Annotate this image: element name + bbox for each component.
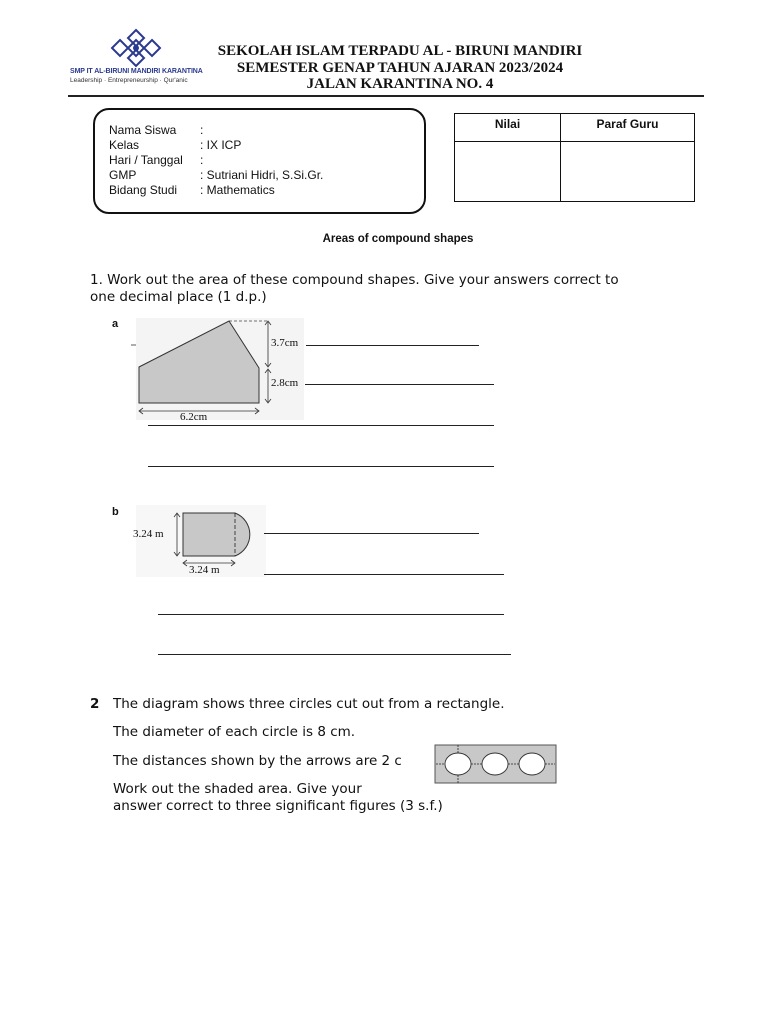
score-header-nilai: Nilai (455, 114, 561, 142)
q2-line3: The distances shown by the arrows are 2 c (113, 753, 402, 769)
q1b-label: b (112, 506, 119, 518)
q1b-answer-line[interactable] (264, 533, 479, 534)
q1a-answer-line[interactable] (305, 384, 494, 385)
worksheet-title: Areas of compound shapes (322, 233, 474, 245)
info-value: : Sutriani Hidri, S.Si.Gr. (200, 168, 324, 182)
q1a-answer-line[interactable] (148, 466, 494, 467)
info-value: : (200, 153, 204, 167)
q1a-dim-bottom: 6.2cm (180, 411, 208, 423)
q2-line5: answer correct to three significant figures (3 s.f.) (113, 798, 443, 814)
info-value: : (200, 123, 204, 137)
school-address: JALAN KARANTINA NO. 4 (306, 76, 494, 92)
info-label: Bidang Studi (109, 183, 178, 197)
header-divider (68, 95, 704, 97)
q2-line1: The diagram shows three circles cut out from a rectangle. (113, 696, 505, 712)
q2-number: 2 (90, 696, 100, 712)
school-name: SEKOLAH ISLAM TERPADU AL - BIRUNI MANDIRI (217, 43, 583, 59)
q1b-dim-bottom: 3.24 m (189, 564, 220, 576)
q1a-dim-side: 2.8cm (271, 377, 299, 389)
q1a-compound-shape-figure (126, 318, 306, 426)
info-label: Hari / Tanggal (109, 153, 183, 167)
score-table (454, 113, 695, 202)
score-cell-paraf[interactable] (561, 142, 695, 202)
q1a-label: a (112, 318, 119, 330)
logo-title: SMP IT AL-BIRUNI MANDIRI KARANTINA (70, 68, 203, 75)
q1b-answer-line[interactable] (158, 614, 504, 615)
score-cell-nilai[interactable] (455, 142, 561, 202)
semester-line: SEMESTER GENAP TAHUN AJARAN 2023/2024 (236, 60, 564, 76)
info-label: Kelas (109, 138, 140, 152)
q1a-answer-line[interactable] (148, 425, 494, 426)
score-header-paraf: Paraf Guru (561, 114, 695, 142)
q2-circles-rectangle-figure (434, 744, 558, 785)
q1-instruction-line2: one decimal place (1 d.p.) (90, 289, 267, 305)
info-value: : Mathematics (200, 183, 275, 197)
info-value: : IX ICP (200, 138, 242, 152)
q1b-answer-line[interactable] (264, 574, 504, 575)
logo-tagline: Leadership · Entrepreneurship · Qur'anic (70, 77, 188, 84)
q1a-answer-line[interactable] (306, 345, 479, 346)
info-label: Nama Siswa (109, 123, 177, 137)
q2-line2: The diameter of each circle is 8 cm. (113, 724, 356, 740)
info-label: GMP (109, 168, 137, 182)
q1b-answer-line[interactable] (158, 654, 511, 655)
q1b-dim-side: 3.24 m (133, 528, 164, 540)
q1a-dim-top: 3.7cm (271, 337, 299, 349)
q1-instruction-line1: 1. Work out the area of these compound shapes. Give your answers correct to (90, 272, 619, 288)
q2-line4: Work out the shaded area. Give your (113, 781, 362, 797)
